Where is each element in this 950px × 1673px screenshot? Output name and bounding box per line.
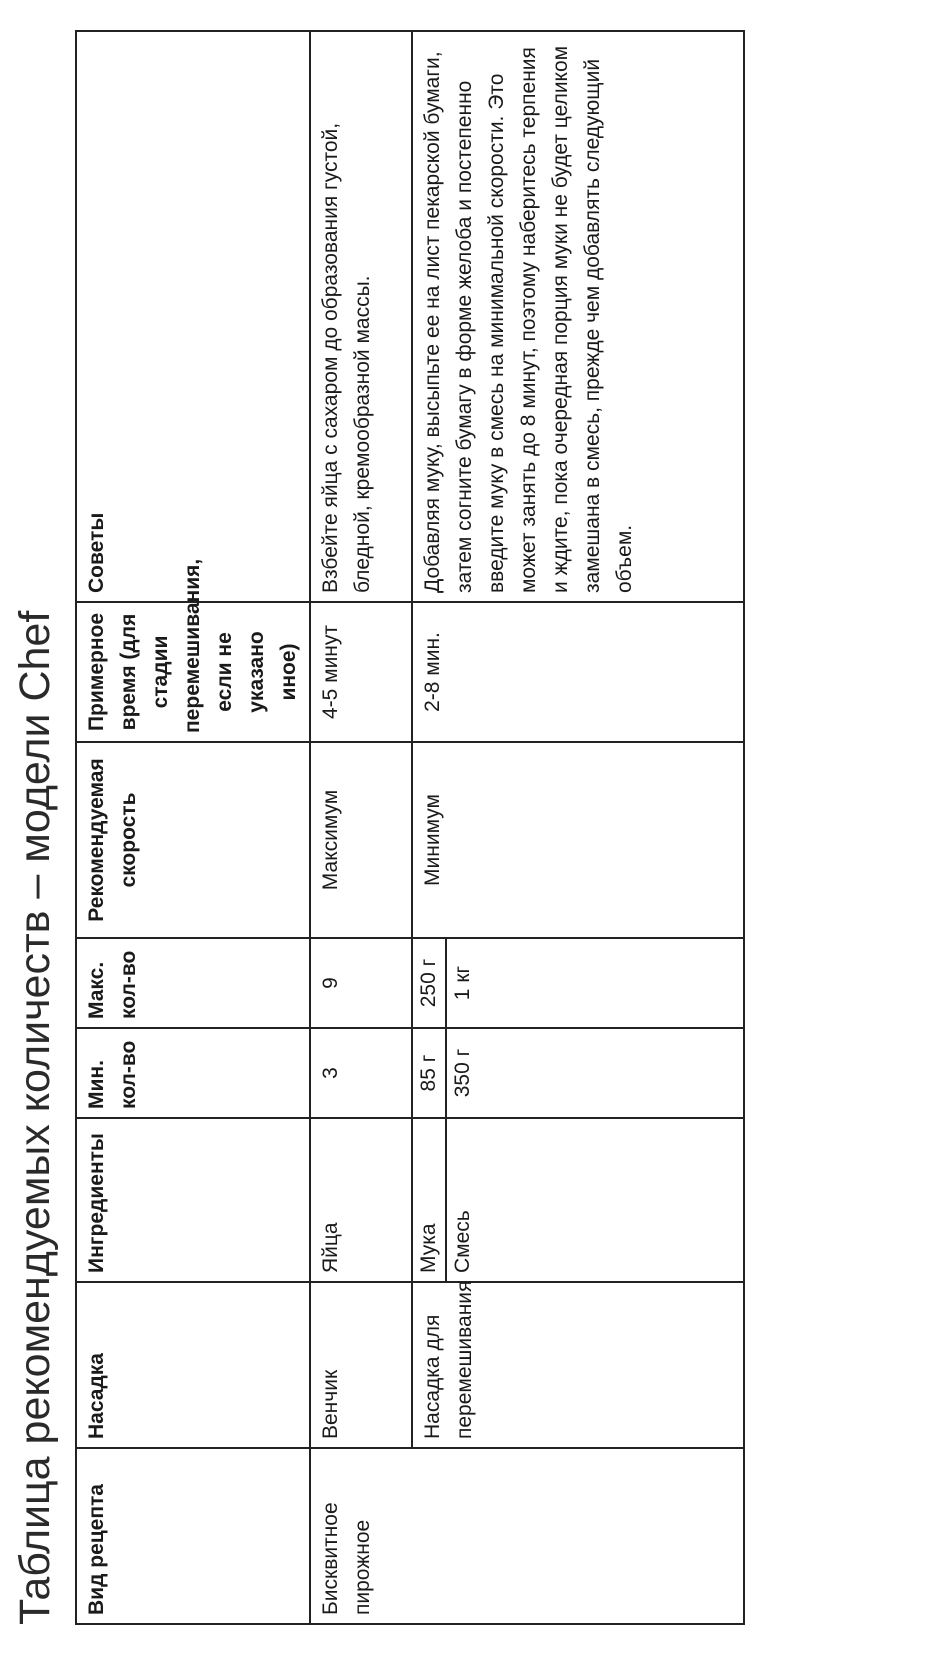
time-cell: 4-5 минут (310, 602, 412, 742)
quantities-table (75, 30, 745, 1625)
tips-cell: Добавляя муку, высыпьте ее на лист пекарской бумаги, затем согните бумагу в форме желоба и постепенно введите муку в смесь на минимальной скорости. Это может занять до 8 минут, поэтому наберитесь терпения и ждите, пока очередная порция муки не будет целиком замешана в смесь, прежде чем добавлять следующий объем. (412, 31, 744, 602)
recipe-cell-empty (446, 1448, 744, 1624)
min-cell: 3 (310, 1028, 412, 1118)
tips-cell: Взбейте яйца с сахаром до образования густой, бледной, кремообразной массы. (310, 31, 412, 602)
max-cell: 250 г (412, 938, 446, 1028)
ingredient-cell: Мука (412, 1118, 446, 1282)
table-row (412, 31, 446, 1624)
header-time: Примерное время (для стадии перемешивания, если не указано иное) (76, 602, 310, 742)
ingredient-cell: Яйца (310, 1118, 412, 1282)
max-cell: 9 (310, 938, 412, 1028)
page-title: Таблица рекомендуемых количеств – модели Chef (11, 610, 59, 1625)
header-attachment: Насадка (76, 1282, 310, 1448)
attachment-cell: Насадка для перемешивания (412, 1282, 744, 1448)
header-recipe: Вид рецепта (76, 1448, 310, 1624)
recipe-cell: Бисквитное пирожное (310, 1448, 412, 1624)
attachment-cell: Венчик (310, 1282, 412, 1448)
recipe-cell-empty (412, 1448, 446, 1624)
header-ingredients: Ингредиенты (76, 1118, 310, 1282)
ingredient-cell: Смесь (446, 1118, 744, 1282)
header-tips: Советы (76, 31, 310, 602)
max-cell: 1 кг (446, 938, 744, 1028)
time-cell: 2-8 мин. (412, 602, 744, 742)
min-cell: 85 г (412, 1028, 446, 1118)
header-max: Макс. кол-во (76, 938, 310, 1028)
speed-cell: Минимум (412, 742, 744, 938)
header-row (76, 31, 310, 1624)
speed-cell: Максимум (310, 742, 412, 938)
min-cell: 350 г (446, 1028, 744, 1118)
header-min: Мин. кол-во (76, 1028, 310, 1118)
header-speed: Рекомендуемая скорость (76, 742, 310, 938)
table-row (310, 31, 412, 1624)
